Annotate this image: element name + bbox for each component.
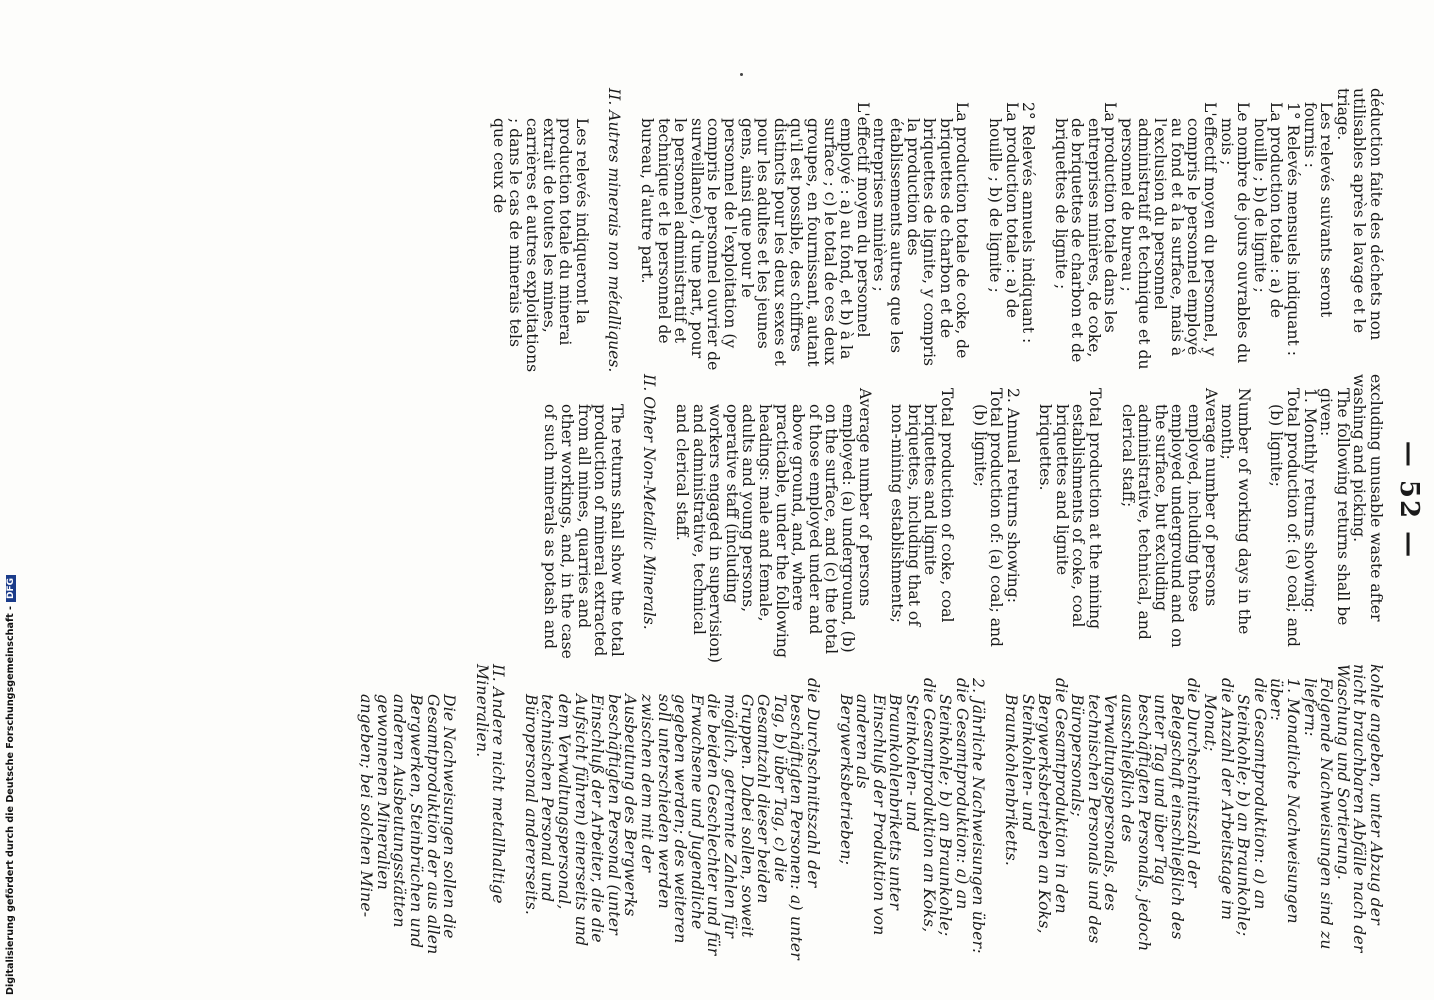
section-heading: 1. Monatliche Nachweisungen über: [1267, 678, 1303, 924]
section-heading: 1. Monthly returns showing: [1300, 388, 1319, 613]
list-item: L'effectif moyen du personnel employé : a) au fond, et b) à la surface ; c) le total de ces deux groupes, en fournissant, autant qu'il est possible, des chiffres distincts pour les deux sexes et pour les adultes et les jeunes gens, ainsi que pour le personnel de l'exploitation (y compris le personnel ouvrier de surveillance), d'une part, pour le personnel administratif et technique et le personnel de bureau, d'autre part. [638, 102, 872, 371]
page-number: — 52 — [1394, 440, 1424, 560]
list-item: Total production of: (a) coal; and (b) lignite; [1267, 388, 1303, 648]
paragraph: Les relevés suivants seront fournis : [1300, 102, 1336, 318]
english-column [542, 374, 1384, 664]
section-heading: 2° Relevés annuels indiquant : [1019, 102, 1038, 344]
section-heading: 2. Annual returns showing: [1003, 388, 1022, 603]
list-item: die Gesamtproduktion in den Bergwerksbetrieben an Koks, Steinkohlen- und Braunkohlenbriketts. [1001, 678, 1070, 934]
list-item: die Gesamtproduktion: a) an Steinkohle; b) an Braunkohle; [1234, 678, 1269, 937]
paragraph: déduction faite des déchets non utilisables après le lavage et le triage. [1333, 88, 1385, 341]
dfg-logo: DFG [6, 575, 16, 602]
list-item: die Durchschnittszahl der beschäftigten Personen: a) unter Tag, b) über Tag, c) die Gesamtzahl dieser beiden Gruppen. Dabei sollen, soweit möglich, getrennte Zahlen für die beiden Geschlechter und für Erwachsene und Jugendliche gegeben werden; des weiteren soll unterschieden werden zwischen dem mit der Ausbeutung des Bergwerks beschäftigten Personal (unter Einschluß der Arbeiter, die die Aufsicht führen) einerseits und dem Verwaltungspersonal, technischen Personal und Büropersonal andererseits. [521, 678, 822, 960]
french-column [490, 88, 1384, 374]
paragraph: kohle angeben, unter Abzug der nicht brauchbaren Abfälle nach der Waschung und Sortierung. [1333, 664, 1385, 953]
list-item: La production totale dans les entreprises minières, de coke, de briquettes de charbon et de briquettes de lignite ; [1051, 102, 1120, 363]
list-item: L'effectif moyen du personnel, y compris le personnel employé au fond et à la surface, mais à l'exclusion du personnel administratif et technique et du personnel de bureau ; [1118, 102, 1220, 370]
paragraph: excluding unusable waste after washing and picking. [1350, 374, 1385, 622]
paragraph: Die Nachweisungen sollen die Gesamtproduktion der aus allen Bergwerken, Steinbrüchen und anderen Ausbeutungsstätten gewonnenen Mineralien angeben; bei solchen Mine- [357, 694, 459, 955]
paragraph: Les relevés indiqueront la production totale du minerai extrait de toutes les mines, carrières et autres exploitations ; dans le cas de minerais tels que ceux de [489, 118, 591, 373]
section-heading: II. Autres minerais non métalliques. [605, 88, 624, 373]
paragraph: Folgende Nachweisungen sind zu liefern: [1300, 678, 1336, 950]
german-column [358, 664, 1384, 960]
paragraph: The following returns shall be given: [1317, 388, 1352, 626]
credit-text: Digitalisierung gefördert durch die Deutsche Forschungsgemeinschaft - [5, 605, 16, 995]
digitization-credit [5, 575, 16, 995]
list-item: Total production at the mining establishments of coke, coal briquettes and lignite briquettes. [1036, 388, 1105, 630]
list-item: Total production of coke, coal briquettes and lignite briquettes, including that of non-mining establishments; [888, 388, 956, 627]
paragraph: The returns shall show the total production of mineral extracted from all mines, quarries and other workings, and, in the case of such minerals as potash and [541, 404, 626, 659]
list-item: La production totale de coke, de briquettes de charbon et de briquettes de lignite, y compris la production des établissements autres que les entreprises minières ; [870, 102, 972, 367]
list-item: Number of working days in the month; [1218, 388, 1253, 635]
list-item: Total production of: (a) coal; and (b) lignite; [970, 388, 1006, 648]
list-item: La production totale : a) de houille ; b) de lignite ; [985, 102, 1021, 318]
list-item: Le nombre de jours ouvrables du mois ; [1217, 102, 1253, 364]
list-item: die Durchschnittszahl der Belegschaft einschließlich des unter Tag und über Tag beschäftigten Personals, jedoch ausschließlich des Verwaltungspersonals, des technischen Personals und des Büropersonals; [1068, 678, 1203, 952]
list-item: die Gesamtproduktion an Koks, Steinkohlen- und Braunkohlenbriketts unter Einschluß der Produktion von anderen als Bergwerksbetrieben; [836, 678, 938, 936]
list-item: Average number of persons employed: (a) underground, (b) on the surface, and (c) the total of those employed under and above ground, and, where practicable, under the following headings: male and female, adults and young persons, operative staff (including workers engaged in supervision) and administrative, technical and clerical staff. [673, 388, 874, 663]
section-heading: 1° Relevés mensuels indiquant : [1284, 102, 1303, 356]
list-item: die Anzahl der Arbeitstage im Monat; [1201, 678, 1236, 921]
section-heading: II. Andere nicht metallhaltige Mineralien. [472, 664, 508, 904]
list-item: La production totale : a) de houille ; b) de lignite ; [1250, 102, 1286, 318]
list-item: die Gesamtproduktion: a) an Steinkohle; b) an Braunkohle; [936, 678, 971, 937]
section-heading: II. Other Non-Metallic Minerals. [640, 374, 659, 630]
list-item: Average number of persons employed, including those employed underground and on the surface, but excluding administrative, technical, and clerical staff; [1118, 388, 1220, 648]
section-heading: 2. Jährliche Nachweisungen über: [969, 678, 988, 954]
